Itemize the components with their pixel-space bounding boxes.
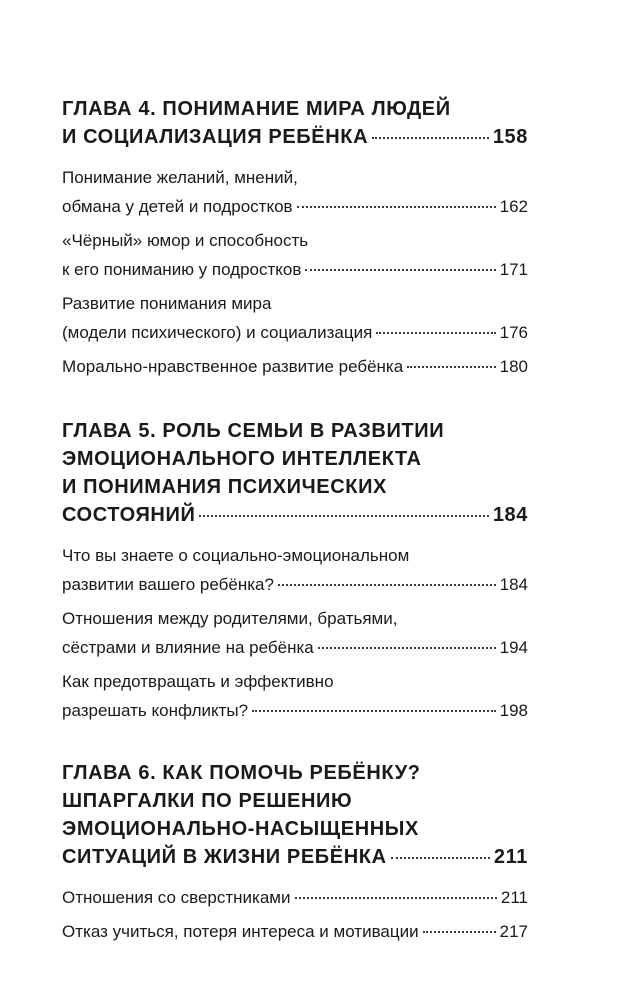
chapter-5 (62, 417, 528, 725)
entry-page-number: 184 (499, 575, 528, 594)
entry-line: Отношения со сверстниками (62, 888, 291, 907)
toc-entry (62, 226, 528, 284)
chapter-title-line: СИТУАЦИЙ В ЖИЗНИ РЕБЁНКА (62, 846, 387, 868)
chapter-title-line: И ПОНИМАНИЯ ПСИХИЧЕСКИХ (62, 476, 388, 498)
toc-entry (62, 541, 528, 599)
entry-line: (модели психического) и социализация (62, 323, 373, 342)
entry-page-number: 211 (500, 888, 528, 907)
chapter-6 (62, 759, 528, 946)
entry-page-number: 171 (499, 260, 528, 279)
toc-entry (62, 352, 528, 381)
dot-leader (391, 857, 490, 859)
chapter-title-line: СОСТОЯНИЙ (62, 504, 196, 526)
entry-page-number: 180 (499, 357, 528, 376)
dot-leader (278, 584, 496, 586)
chapter-title-line: ГЛАВА 6. КАК ПОМОЧЬ РЕБЁНКУ? (62, 762, 421, 784)
chapter-heading (62, 759, 528, 871)
toc-entry (62, 163, 528, 221)
entry-page-number: 162 (499, 197, 528, 216)
entry-line: сёстрами и влияние на ребёнка (62, 638, 314, 657)
chapter-heading (62, 417, 528, 529)
entry-line: Отношения между родителями, братьями, (62, 609, 398, 628)
chapter-title-line: И СОЦИАЛИЗАЦИЯ РЕБЁНКА (62, 126, 369, 148)
toc-entry (62, 289, 528, 347)
dot-leader (318, 647, 496, 649)
dot-leader (297, 206, 496, 208)
chapter-page-number: 158 (492, 126, 528, 148)
dot-leader (252, 710, 496, 712)
entry-line: Развитие понимания мира (62, 294, 272, 313)
dot-leader (376, 332, 495, 334)
chapter-title-line: ГЛАВА 5. РОЛЬ СЕМЬИ В РАЗВИТИИ (62, 420, 445, 442)
dot-leader (295, 897, 497, 899)
entry-page-number: 194 (499, 638, 528, 657)
toc-entry (62, 667, 528, 725)
entry-line: обмана у детей и подростков (62, 197, 293, 216)
dot-leader (199, 515, 488, 517)
chapter-title-line: ЭМОЦИОНАЛЬНОГО ИНТЕЛЛЕКТА (62, 448, 422, 470)
dot-leader (372, 137, 489, 139)
entry-line: Морально-нравственное развитие ребёнка (62, 357, 404, 376)
entry-line: Понимание желаний, мнений, (62, 168, 298, 187)
entry-page-number: 176 (499, 323, 528, 342)
entry-page-number: 217 (499, 922, 528, 941)
toc-entry (62, 883, 528, 912)
table-of-contents (62, 95, 528, 980)
dot-leader (407, 366, 495, 368)
entry-line: Отказ учиться, потеря интереса и мотивации (62, 922, 419, 941)
entry-line: развитии вашего ребёнка? (62, 575, 274, 594)
entry-page-number: 198 (499, 701, 528, 720)
entry-line: «Чёрный» юмор и способность (62, 231, 309, 250)
chapter-4 (62, 95, 528, 381)
dot-leader (305, 269, 495, 271)
entry-line: разрешать конфликты? (62, 701, 249, 720)
dot-leader (423, 931, 496, 933)
chapter-page-number: 211 (493, 846, 528, 868)
toc-entry (62, 604, 528, 662)
entry-line: к его пониманию у подростков (62, 260, 302, 279)
entry-line: Как предотвращать и эффективно (62, 672, 334, 691)
chapter-heading (62, 95, 528, 151)
toc-entry (62, 917, 528, 946)
chapter-title-line: ГЛАВА 4. ПОНИМАНИЕ МИРА ЛЮДЕЙ (62, 98, 451, 120)
chapter-title-line: ШПАРГАЛКИ ПО РЕШЕНИЮ (62, 790, 353, 812)
entry-line: Что вы знаете о социально-эмоциональном (62, 546, 410, 565)
chapter-title-line: ЭМОЦИОНАЛЬНО-НАСЫЩЕННЫХ (62, 818, 419, 840)
chapter-page-number: 184 (492, 504, 528, 526)
